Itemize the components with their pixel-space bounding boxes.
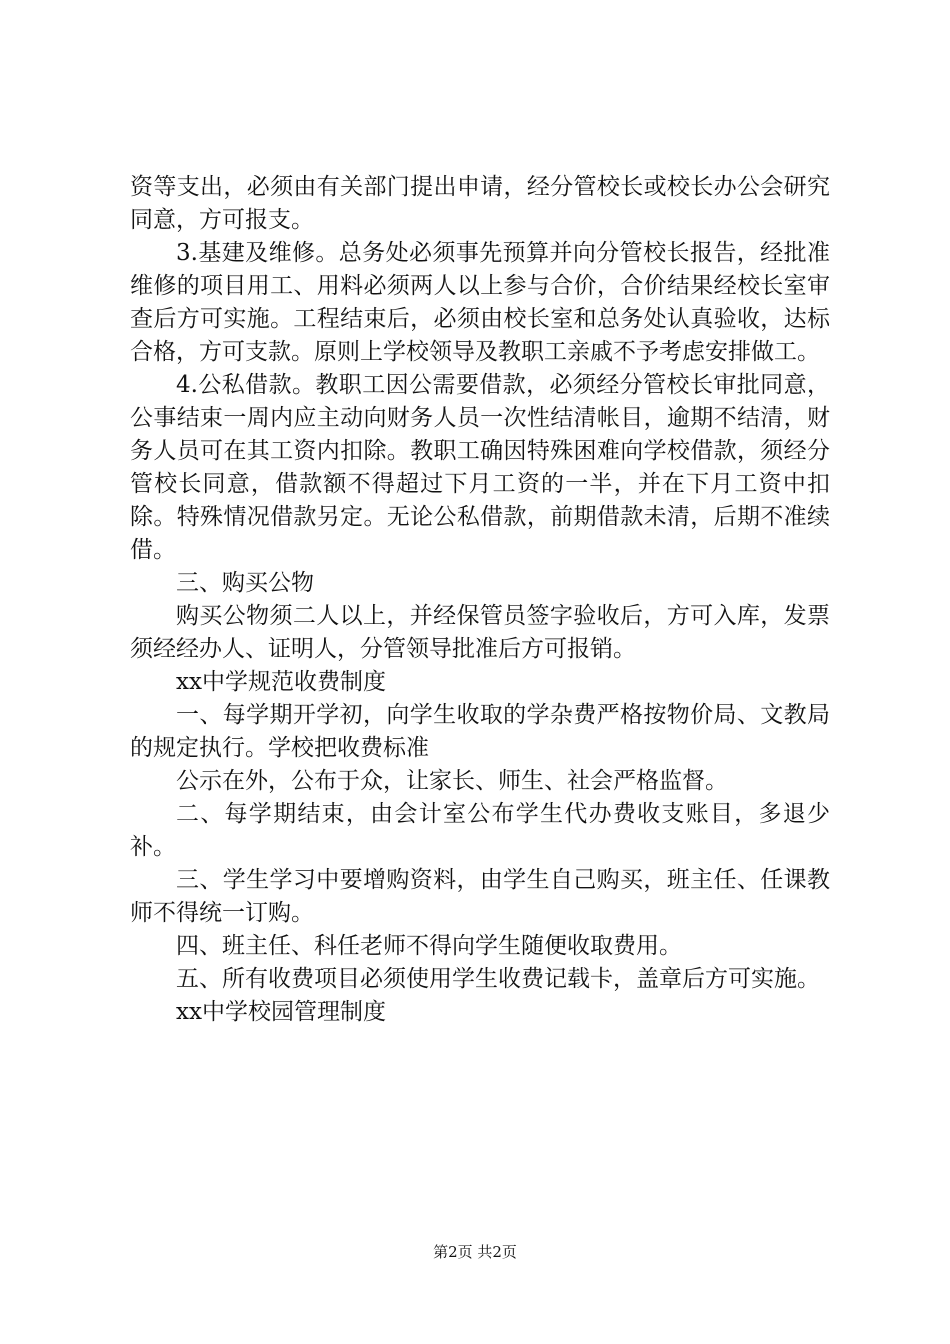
page-number-footer: 第2页 共2页	[433, 1243, 517, 1261]
paragraph-3: 4.公私借款。教职工因公需要借款，必须经分管校长审批同意，公事结束一周内应主动向财务人员一次性结清帐目，逾期不结清，财务人员可在其工资内扣除。教职工确因特殊困难向学校借款，须经分管校长同意，借款额不得超过下月工资的一半，并在下月工资中扣除。特殊情况借款另定。无论公私借款，前期借款未清，后期不准续借。	[130, 372, 830, 563]
paragraph-2: 3.基建及维修。总务处必须事先预算并向分管校长报告，经批准维修的项目用工、用料必须两人以上参与合价，合价结果经校长室审查后方可实施。工程结束后，必须由校长室和总务处认真验收，达标合格，方可支款。原则上学校领导及教职工亲戚不予考虑安排做工。	[130, 240, 830, 365]
paragraph-1: 资等支出，必须由有关部门提出申请，经分管校长或校长办公会研究同意，方可报支。	[130, 174, 830, 233]
paragraph-7: 一、每学期开学初，向学生收取的学杂费严格按物价局、文教局的规定执行。学校把收费标准	[130, 702, 830, 761]
heading-campus-management: xx中学校园管理制度	[176, 999, 386, 1025]
paragraph-5: 购买公物须二人以上，并经保管员签字验收后，方可入库，发票须经经办人、证明人，分管领导批准后方可报销。	[130, 603, 830, 662]
heading-fee-regulations: xx中学规范收费制度	[176, 669, 386, 695]
paragraph-12: 五、所有收费项目必须使用学生收费记载卡，盖章后方可实施。	[176, 966, 820, 992]
document-body	[130, 171, 830, 1029]
paragraph-10: 三、学生学习中要增购资料，由学生自己购买，班主任、任课教师不得统一订购。	[130, 867, 830, 926]
paragraph-8: 公示在外，公布于众，让家长、师生、社会严格监督。	[176, 768, 728, 794]
paragraph-9: 二、每学期结束，由会计室公布学生代办费收支账目，多退少补。	[130, 801, 830, 860]
section-heading-purchase: 三、购买公物	[176, 570, 314, 596]
paragraph-11: 四、班主任、科任老师不得向学生随便收取费用。	[176, 933, 682, 959]
